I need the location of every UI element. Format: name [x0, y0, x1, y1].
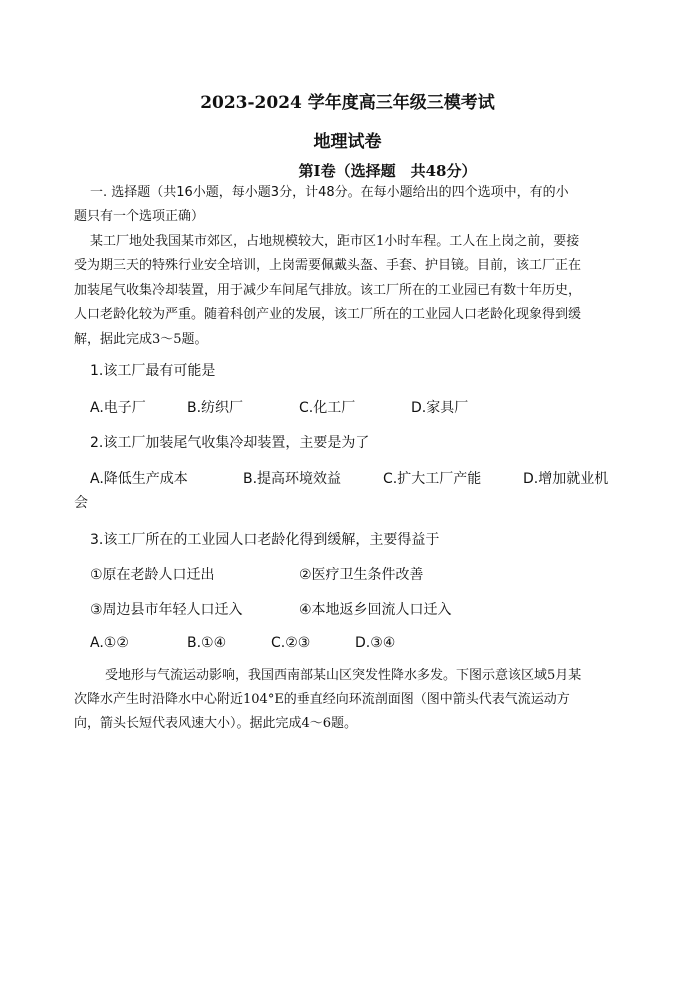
question-3-option-c: C.②③ [271, 635, 311, 651]
question-2-option-a: A.降低生产成本 [90, 471, 188, 487]
question-3-item-3: ③周边县市年轻人口迁入 [90, 602, 243, 618]
question-3-option-d: D.③④ [355, 635, 396, 651]
question-3-option-a: A.①② [90, 635, 129, 651]
question-3-item-2: ②医疗卫生条件改善 [299, 567, 424, 583]
passage1-line: 某工厂地处我国某市郊区，占地规模较大，距市区1小时车程。工人在上岗之前，要接 [90, 234, 580, 249]
question-1-option-c: C.化工厂 [299, 400, 356, 416]
section-title: 第Ⅰ卷（选择题 共48分） [298, 162, 477, 180]
exam-title: 2023-2024 学年度高三年级三模考试 [200, 93, 495, 113]
subject-title: 地理试卷 [313, 132, 382, 152]
question-3-item-4: ④本地返乡回流人口迁入 [299, 602, 452, 618]
question-2-option-d: D.增加就业机 [523, 471, 609, 487]
passage1-line: 加装尾气收集冷却装置，用于减少车间尾气排放。该工厂所在的工业园已有数十年历史， [74, 283, 582, 298]
instructions-line-1: 一. 选择题（共16小题，每小题3分，计48分。在每小题给出的四个选项中，有的小 [90, 185, 569, 200]
question-3-stem: 3.该工厂所在的工业园人口老龄化得到缓解，主要得益于 [90, 532, 440, 548]
passage1-line: 解，据此完成3～5题。 [74, 332, 208, 347]
question-1-option-a: A.电子厂 [90, 400, 146, 416]
question-3-item-1: ①原在老龄人口迁出 [90, 567, 215, 583]
question-1-stem: 1.该工厂最有可能是 [90, 363, 216, 379]
question-3-option-b: B.①④ [187, 635, 227, 651]
question-2-option-d-wrap: 会 [74, 495, 88, 511]
question-1-option-b: B.纺织厂 [187, 400, 244, 416]
question-2-option-b: B.提高环境效益 [243, 471, 342, 487]
question-1-option-d: D.家具厂 [411, 400, 469, 416]
passage2-line: 受地形与气流运动影响，我国西南部某山区突发性降水多发。下图示意该区域5月某 [105, 668, 582, 683]
passage1-line: 受为期三天的特殊行业安全培训，上岗需要佩戴头盔、手套、护目镜。目前，该工厂正在 [74, 258, 582, 273]
passage2-line: 向，箭头长短代表风速大小）。据此完成4～6题。 [74, 716, 358, 731]
question-2-stem: 2.该工厂加装尾气收集冷却装置，主要是为了 [90, 435, 370, 451]
question-2-option-c: C.扩大工厂产能 [383, 471, 482, 487]
instructions-line-2: 题只有一个选项正确） [74, 209, 205, 224]
passage1-line: 人口老龄化较为严重。随着科创产业的发展，该工厂所在的工业园人口老龄化现象得到缓 [74, 307, 582, 322]
passage2-line: 次降水产生时沿降水中心附近104°E的垂直经向环流剖面图（图中箭头代表气流运动方 [74, 692, 570, 707]
